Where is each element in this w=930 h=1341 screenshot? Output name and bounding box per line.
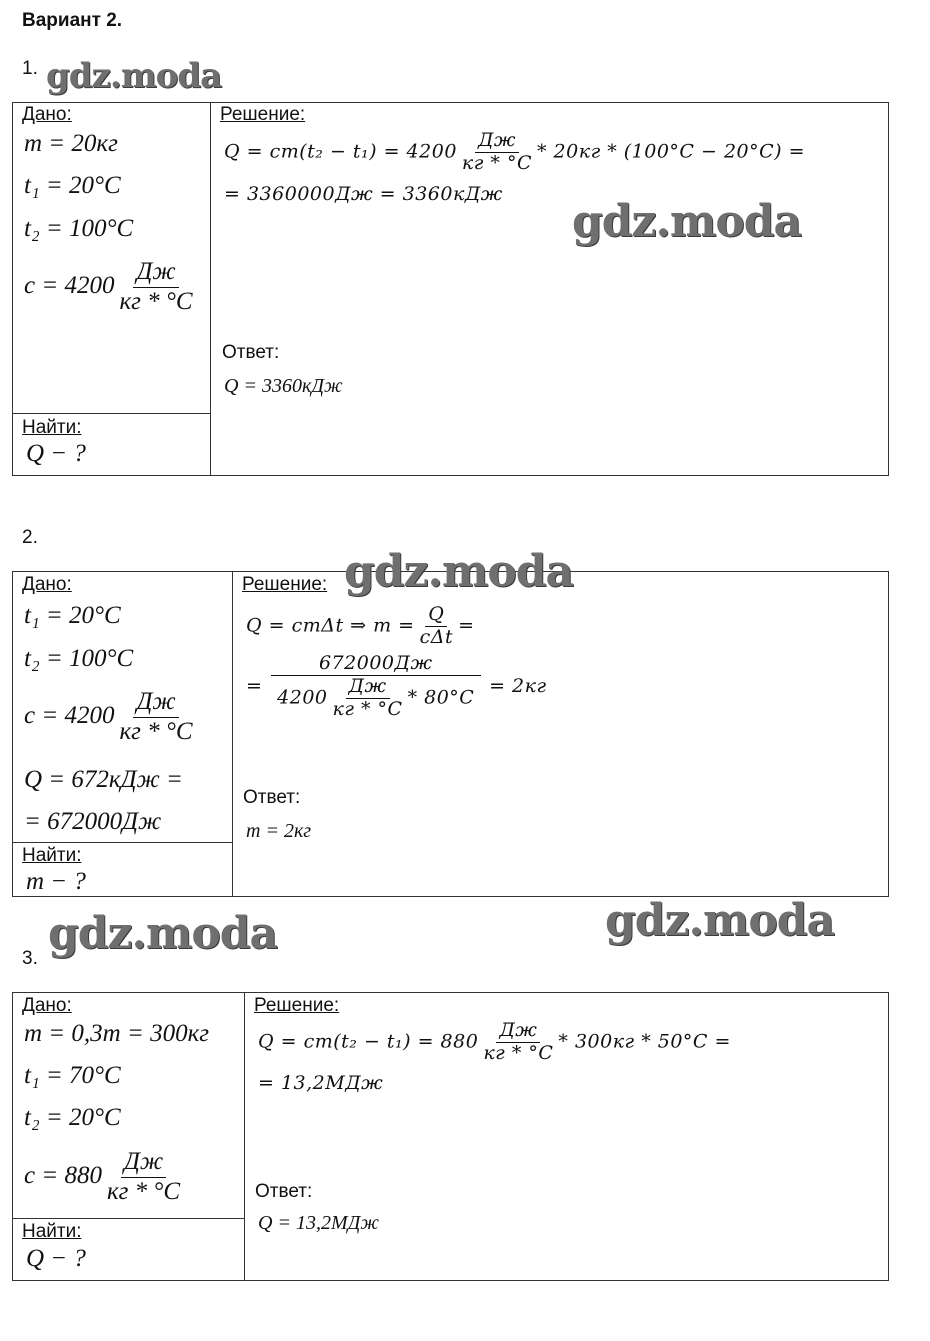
problem-3-find: Q − ? (26, 1245, 86, 1272)
watermark-logo: gdz.moda (605, 895, 835, 946)
problem-3-find-divider (12, 1218, 244, 1219)
problem-2-given-t1: t₁ = 20°C (24, 602, 121, 629)
problem-2-find-divider (12, 842, 232, 843)
problem-2-given-t2: t₂ = 100°C (24, 645, 134, 672)
problem-3-given-mass: m = 0,3т = 300кг (24, 1020, 210, 1047)
problem-1-solution-line-2: = 3360000Дж = 3360кДж (224, 183, 503, 205)
problem-2-given-heat: Q = 672кДж = (24, 766, 183, 793)
problem-3-solution-line-2: = 13,2МДж (258, 1072, 384, 1094)
problem-2-answer: m = 2кг (246, 820, 312, 842)
problem-1-solution-label: Решение: (220, 104, 306, 125)
problem-3-find-label: Найти: (22, 1221, 82, 1242)
problem-2-find: m − ? (26, 868, 86, 895)
problem-3-number: 3. (22, 948, 38, 969)
problem-3-solution-line-1: Q = cm(t₂ − t₁) = 880 $\frac{Дж}{кг * ^\circ C}$ * 300кг * 50°C = (258, 1019, 731, 1064)
problem-1-find-divider (12, 413, 210, 414)
problem-1-find: Q − ? (26, 440, 86, 467)
problem-3-answer: Q = 13,2МДж (258, 1212, 379, 1234)
watermark-logo: gdz.moda (46, 56, 222, 96)
problem-2-solution-line-2: = 672000Дж 4200 $\frac{Дж}{кг * ^\circ C}$ * 80°C = 2кг (246, 652, 547, 720)
problem-1-number: 1. (22, 58, 38, 79)
problem-1-divider (210, 102, 211, 476)
problem-2-divider (232, 571, 233, 897)
problem-1-given-t1: t₁ = 20°C (24, 172, 121, 199)
problem-2-number: 2. (22, 527, 38, 548)
problem-1-find-label: Найти: (22, 417, 82, 438)
problem-1-answer: Q = 3360кДж (224, 375, 343, 397)
problem-1-given-label: Дано: (22, 104, 72, 125)
problem-3-answer-label: Ответ: (255, 1181, 313, 1202)
page-title: Вариант 2. (22, 10, 123, 31)
problem-2-find-label: Найти: (22, 845, 82, 866)
watermark-logo: gdz.moda (344, 546, 574, 597)
problem-3-divider (244, 992, 245, 1281)
problem-1-answer-label: Ответ: (222, 342, 280, 363)
problem-2-answer-label: Ответ: (243, 787, 301, 808)
problem-3-given-t1: t₁ = 70°C (24, 1062, 121, 1089)
problem-2-given-c: c = 4200 $\frac{Дж}{кг * ^\circ C}$ (24, 688, 193, 745)
watermark-logo: gdz.moda (48, 908, 278, 959)
problem-1-given-t2: t₂ = 100°C (24, 215, 134, 242)
watermark-logo: gdz.moda (572, 196, 802, 247)
problem-3-given-t2: t₂ = 20°C (24, 1104, 121, 1131)
problem-3-given-label: Дано: (22, 995, 72, 1016)
problem-2-given-label: Дано: (22, 574, 72, 595)
problem-3-given-c: c = 880 $\frac{Дж}{кг * ^\circ C}$ (24, 1148, 181, 1205)
problem-2-given-heat-converted: = 672000Дж (24, 808, 162, 835)
problem-1-given-c: c = 4200 $\frac{Дж}{кг * ^\circ C}$ (24, 258, 193, 315)
problem-2-solution-line-1: Q = cmΔt ⇒ m = $\frac{Q}{\text{cΔt}}$ = (246, 603, 475, 648)
problem-1-solution-line-1: Q = cm(t₂ − t₁) = 4200 $\frac{Дж}{кг * ^\circ C}$ * 20кг * (100°C − 20°C) = (224, 129, 806, 174)
problem-2-solution-label: Решение: (242, 574, 328, 595)
problem-3-solution-label: Решение: (254, 995, 340, 1016)
problem-1-given-mass: m = 20кг (24, 130, 118, 157)
